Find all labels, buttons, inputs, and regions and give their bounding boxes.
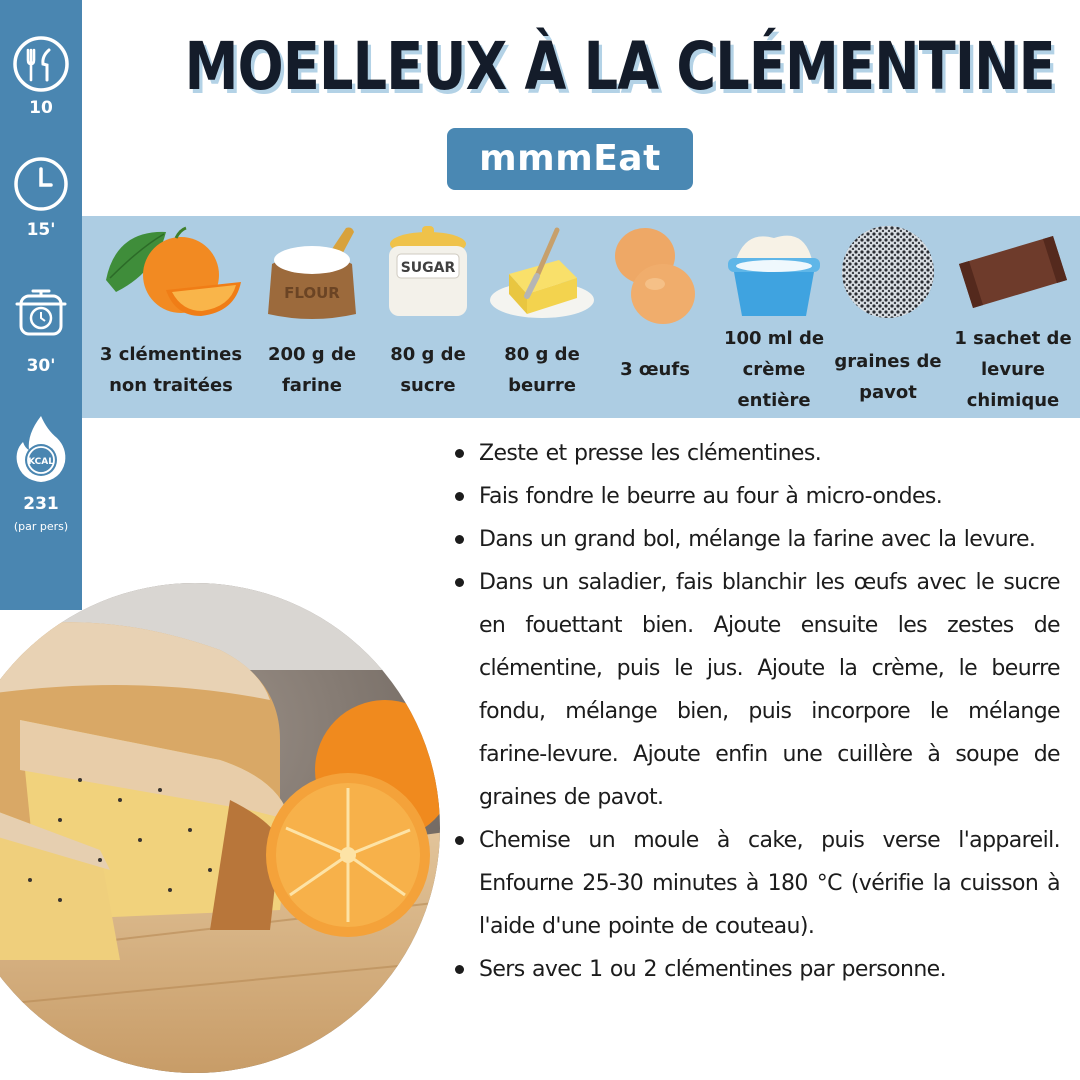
calories-value: 231 [23,494,59,514]
ingredient-label-line: 3 œufs [620,359,690,380]
servings-value: 10 [29,98,53,118]
ingredient-label-line: non traitées [109,375,233,396]
ingredient-clementines [90,216,252,418]
ingredient-label-line: 200 g de [267,344,357,365]
yeast-sachet-icon [953,220,1073,324]
ingredient-eggs [600,216,710,418]
ingredient-label [710,323,838,416]
recipe-title: MOELLEUX À LA CLÉMENTINE [184,28,1055,105]
eggs-icon [605,220,705,330]
ingredient-label [252,339,372,401]
ingredients-band [82,216,1080,418]
ingredient-label [830,346,946,408]
sugar-jar-icon [383,220,473,320]
ingredient-label-line: beurre [508,375,576,396]
ingredient-label [372,339,484,401]
recipe-step: Dans un grand bol, mélange la farine avec la levure. [452,518,1060,561]
ingredient-label-line: graines de [834,351,942,372]
ingredient-cream [710,216,838,418]
clementine-icon [96,220,246,320]
ingredient-label-line: pavot [859,382,917,403]
ingredient-label-line: entière [737,390,811,411]
ingredient-label [946,323,1080,416]
cooker-icon [11,282,71,342]
poppy-seeds-icon [836,220,940,324]
ingredient-label-line: levure [980,359,1045,380]
ingredient-yeast [946,216,1080,418]
ingredient-poppy-seeds [830,216,946,418]
ingredient-butter [484,216,600,418]
flour-sack-icon [262,220,362,324]
ingredient-label-line: 80 g de [390,344,466,365]
ingredient-label-line: chimique [966,390,1060,411]
cook-time-value: 30' [26,356,56,376]
ingredient-label-line: 1 sachet de [954,328,1072,349]
prep-time-value: 15' [26,220,56,240]
ingredient-label-line: 3 clémentines [99,344,243,365]
cutlery-icon [11,34,71,94]
recipe-step: Fais fondre le beurre au four à micro-ondes. [452,475,1060,518]
ingredient-label [90,339,252,401]
ingredient-label-line: crème [742,359,806,380]
ingredient-label-line: 80 g de [504,344,580,365]
recipe-step: Chemise un moule à cake, puis verse l'appareil. Enfourne 25-30 minutes à 180 °C (vérifie la cuisson à l'aide d'une pointe de couteau). [452,819,1060,948]
kcal-icon-label: KCAL [28,457,54,467]
clock-icon [11,154,71,214]
kcal-flame-icon [11,412,71,484]
sugar-icon-label: SUGAR [400,260,456,276]
ingredient-flour [252,216,372,418]
recipe-step: Zeste et presse les clémentines. [452,432,1060,475]
ingredient-label-line: 100 ml de [723,328,825,349]
recipe-step: Dans un saladier, fais blanchir les œufs avec le sucre en fouettant bien. Ajoute ensuite les zestes de clémentine, puis le jus. Ajoute la crème, le beurre fondu, mélange bien, puis incorpore le mélange farine-levure. Ajoute enfin une cuillère à soupe de graines de pavot. [452,561,1060,819]
ingredient-label-line: sucre [400,375,456,396]
ingredient-sugar [372,216,484,418]
recipe-steps-list [452,432,1060,991]
ingredient-label [484,339,600,401]
calories-note: (par pers) [13,520,69,533]
ingredient-label [600,354,710,385]
ingredient-label-line: farine [281,375,343,396]
cream-tub-icon [722,220,826,324]
flour-icon-label: FLOUR [284,284,340,302]
butter-icon [487,220,597,324]
recipe-stats-sidebar [0,0,82,1080]
recipe-step: Sers avec 1 ou 2 clémentines par personne. [452,948,1060,991]
brand-badge: mmmEat [447,128,693,190]
